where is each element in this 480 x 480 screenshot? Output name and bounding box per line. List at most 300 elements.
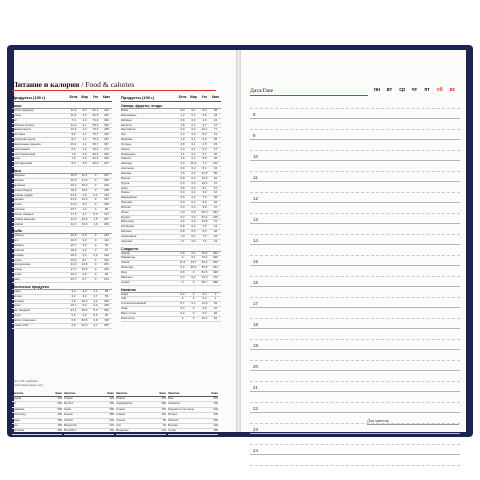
activity-name: Плавание: [12, 407, 25, 411]
product-name: Лук: [121, 133, 126, 137]
schedule-line[interactable]: [250, 235, 460, 246]
product-value: 0: [94, 267, 97, 272]
hour-label: 14: [253, 237, 258, 243]
product-value: 1,9: [82, 192, 87, 197]
schedule-line[interactable]: [250, 424, 460, 435]
schedule-line[interactable]: [250, 319, 460, 330]
product-value: 0: [94, 173, 97, 178]
table-row: [121, 317, 221, 322]
product-value: 99,7: [201, 279, 208, 284]
product-value: 1,2: [82, 137, 87, 142]
product-value: 42: [213, 306, 218, 311]
activity-name: Сон: [116, 424, 121, 428]
schedule-line[interactable]: [250, 151, 460, 162]
product-value: 16: [213, 190, 218, 195]
schedule-line[interactable]: [250, 361, 460, 372]
product-name: Киви: [121, 186, 128, 190]
schedule-line[interactable]: [250, 445, 460, 456]
product-value: 8,2: [202, 132, 207, 137]
product-value: 47: [213, 204, 218, 209]
product-value: 21,6: [81, 177, 88, 182]
schedule-line[interactable]: [250, 340, 460, 351]
schedule-line[interactable]: [250, 277, 460, 288]
product-value: 0,8: [180, 224, 185, 229]
product-value: 7,0: [71, 117, 76, 122]
product-value: 187: [104, 173, 109, 178]
product-name: Виноград: [121, 220, 134, 224]
section-heading: Молочные продукты: [12, 285, 112, 290]
weekday-2[interactable]: ср: [399, 87, 406, 93]
product-name: Свекла: [121, 157, 131, 161]
hour-label: 21: [253, 384, 258, 390]
product-value: 337: [104, 137, 109, 142]
product-name: Рис: [12, 118, 17, 122]
product-value: 2,0: [93, 303, 98, 308]
schedule-line[interactable]: [250, 98, 460, 109]
product-value: 246: [104, 267, 109, 272]
product-name: Куриная грудка: [12, 193, 33, 197]
product-name: Помидоры: [121, 152, 136, 156]
product-value: 82,5: [81, 317, 88, 322]
section-heading: Мясо: [12, 169, 112, 174]
product-value: 2,9: [82, 156, 87, 161]
product-name: Чай: [121, 297, 127, 301]
product-value: 7,4: [202, 161, 207, 166]
product-value: 1,1: [180, 151, 185, 156]
product-value: 42: [213, 156, 218, 161]
hour-label: 8: [253, 111, 256, 117]
activity-header-name: Занятие: [64, 391, 76, 395]
schedule-line[interactable]: [250, 203, 460, 214]
product-value: 0: [94, 272, 97, 277]
product-value: 38: [213, 195, 218, 200]
activity-name: Садоводство: [116, 402, 133, 406]
product-value: 266: [104, 221, 109, 226]
table-row: [12, 278, 112, 283]
header-c: Угл: [201, 95, 208, 99]
product-value: 0,7: [180, 301, 185, 306]
legend-note-line: Ккал в 100 г продукта: [12, 380, 38, 383]
product-value: 44: [213, 238, 218, 243]
product-value: 0,1: [191, 250, 196, 255]
product-name: Апельсин: [121, 167, 134, 171]
product-value: 0,8: [180, 250, 185, 255]
schedule-line[interactable]: [250, 371, 460, 382]
activity-kcal: 380: [109, 413, 114, 417]
product-name: Печень говяжья: [12, 212, 34, 216]
schedule-line[interactable]: [250, 245, 460, 256]
product-value: 0: [192, 270, 195, 274]
product-value: 0,6: [180, 219, 185, 224]
product-name: Сок апельсиновый: [121, 302, 147, 306]
product-value: 2,8: [71, 298, 76, 303]
schedule-line[interactable]: [250, 182, 460, 193]
product-value: 2,8: [71, 322, 76, 327]
activity-name: Коньки: [64, 413, 73, 417]
weekday-0[interactable]: пн: [374, 87, 381, 93]
product-value: 54: [213, 301, 218, 306]
product-value: 8,1: [82, 257, 87, 262]
schedule-line[interactable]: [250, 172, 460, 183]
product-value: 69: [104, 272, 109, 277]
product-value: 0: [181, 315, 184, 320]
product-value: 112: [104, 238, 109, 243]
product-name: Хлеб ржаной: [12, 147, 30, 151]
hour-label: 12: [253, 195, 258, 201]
schedule-line[interactable]: [250, 298, 460, 309]
header-product: Продукты (100 г): [121, 95, 155, 100]
product-value: 344: [104, 117, 109, 122]
product-value: 0,8: [180, 141, 185, 146]
product-name: Морковь: [121, 138, 133, 142]
schedule-line[interactable]: [250, 403, 460, 414]
product-value: 6,0: [180, 108, 185, 112]
product-value: 22,7: [70, 277, 77, 281]
product-name: Треска: [12, 273, 22, 277]
product-value: 3,0: [71, 288, 76, 293]
schedule-line[interactable]: [250, 287, 460, 298]
product-name: Огурцы: [121, 142, 132, 146]
product-value: 31,6: [70, 262, 77, 267]
product-value: 1,6: [93, 221, 98, 226]
product-value: 74,0: [92, 117, 99, 122]
product-name: Манная крупа: [12, 128, 31, 132]
product-value: 10,4: [201, 315, 208, 320]
product-value: 7,3: [202, 233, 207, 238]
product-value: 9,3: [71, 132, 76, 137]
header-p: Белк: [69, 95, 78, 99]
product-value: 3,0: [202, 190, 207, 195]
product-name: Йогурт: [12, 314, 22, 318]
product-value: 1,2: [82, 207, 87, 212]
notes-underline: [367, 424, 459, 425]
activity-column: [168, 390, 218, 435]
product-value: 2,2: [82, 247, 87, 252]
product-value: 8,5: [93, 313, 98, 318]
product-value: 0,3: [191, 180, 196, 185]
activity-kcal: 250: [213, 418, 218, 422]
product-name: Яблоки: [121, 205, 131, 209]
product-value: 19,7: [70, 207, 77, 212]
activity-kcal: 500: [57, 407, 62, 411]
product-value: 5,3: [82, 238, 87, 243]
product-value: 27: [213, 146, 218, 151]
product-value: 43: [213, 166, 218, 171]
product-value: 41: [213, 132, 218, 137]
schedule-line[interactable]: [250, 329, 460, 340]
product-name: Кофе: [121, 292, 129, 296]
product-value: 0,3: [202, 296, 207, 301]
product-value: 15,3: [81, 182, 88, 187]
schedule-line[interactable]: [250, 350, 460, 361]
product-value: 16,0: [70, 177, 77, 182]
product-value: 18,0: [70, 252, 77, 257]
schedule-line[interactable]: [250, 382, 460, 393]
product-value: 7,5: [202, 195, 207, 200]
product-name: Колбаса вареная: [12, 217, 36, 221]
product-value: 70,0: [201, 274, 208, 279]
product-value: 7,6: [202, 238, 207, 243]
product-name: Кролик: [12, 203, 22, 207]
product-value: 156: [104, 202, 109, 207]
product-value: 101: [104, 277, 109, 281]
product-value: 264: [213, 209, 218, 214]
table-header: [121, 95, 221, 102]
product-value: 3,3: [82, 108, 87, 112]
product-value: 113: [104, 192, 109, 197]
product-value: 1,8: [180, 122, 185, 127]
activity-kcal: 300: [161, 402, 166, 406]
product-value: 3,8: [82, 161, 87, 166]
product-value: 313: [104, 108, 109, 112]
product-value: 7,5: [202, 224, 207, 229]
activity-name: Бег: [12, 402, 17, 406]
activity-kcal: 280: [213, 429, 218, 433]
product-name: Молоко: [12, 294, 23, 298]
activity-column: [116, 390, 166, 435]
product-name: Сосиски: [12, 222, 24, 226]
title-underline: [12, 90, 216, 91]
product-value: 206: [104, 298, 109, 303]
header-k: Ккал: [211, 95, 220, 99]
product-value: 5,3: [93, 211, 98, 216]
product-value: 4,5: [202, 112, 207, 117]
header-f: Жир: [190, 95, 197, 99]
product-value: 10,3: [201, 180, 208, 185]
title-english: Food & calories: [85, 80, 135, 89]
product-value: 1,2: [82, 146, 87, 151]
product-value: 9,0: [82, 303, 87, 308]
product-value: 5,0: [71, 313, 76, 318]
product-name: Икра красная: [12, 263, 31, 267]
product-value: 3,7: [202, 151, 207, 156]
activity-kcal: 430: [109, 418, 114, 422]
product-value: 0: [94, 187, 97, 192]
product-value: 329: [213, 270, 218, 274]
section-heading: Каши: [12, 104, 112, 109]
product-value: 9,5: [202, 200, 207, 205]
product-name: Перец: [121, 147, 130, 151]
product-name: Масло сливочное: [12, 318, 36, 322]
product-value: 16,8: [201, 219, 208, 224]
product-value: 79,4: [201, 255, 208, 260]
product-value: 5,4: [180, 265, 185, 270]
schedule-line[interactable]: [250, 161, 460, 172]
activity-row: [168, 429, 218, 434]
product-value: 0,1: [191, 141, 196, 146]
product-value: 4,1: [93, 288, 98, 293]
product-value: 15,7: [70, 243, 77, 248]
product-value: 0: [181, 296, 184, 301]
product-value: 77: [213, 127, 218, 132]
activity-kcal: 200: [213, 424, 218, 428]
schedule-line[interactable]: [250, 214, 460, 225]
product-value: 9,8: [202, 204, 207, 209]
product-value: 337: [104, 141, 109, 146]
activity-name: Лыжи: [64, 407, 71, 411]
schedule-line[interactable]: [250, 256, 460, 267]
product-name: Курага: [121, 215, 130, 219]
activity-kcal: 400: [57, 413, 62, 417]
product-name: Камбала: [12, 244, 24, 248]
header-c: Угл: [92, 95, 99, 99]
product-name: Бобы: [121, 109, 129, 112]
product-value: 70,6: [92, 127, 99, 132]
header-f: Жир: [81, 95, 88, 99]
activity-column: [12, 390, 62, 435]
product-value: 6,1: [82, 122, 87, 127]
hour-label: 15: [253, 258, 258, 264]
product-value: 0: [94, 257, 97, 262]
product-value: 44: [213, 233, 218, 238]
schedule-line[interactable]: [250, 193, 460, 204]
product-name: Капуста: [121, 123, 132, 127]
product-value: 18,9: [70, 173, 77, 178]
product-value: 21,8: [201, 170, 208, 175]
header-k: Ккал: [102, 95, 111, 99]
product-name: Кефир: [12, 289, 21, 293]
product-value: 251: [104, 262, 109, 267]
product-value: 2,2: [82, 252, 87, 257]
activity-name: Футбол: [64, 402, 74, 406]
activity-kcal: 540: [213, 407, 218, 411]
weekday-1[interactable]: вт: [386, 87, 393, 93]
schedule-line[interactable]: [250, 130, 460, 141]
activity-kcal: 260: [109, 429, 114, 433]
product-value: 3,2: [82, 288, 87, 293]
product-name: Кукурузная крупа: [12, 138, 36, 142]
product-value: 17,7: [70, 267, 77, 272]
product-value: 0: [94, 202, 97, 207]
activity-name: Скакалка: [168, 402, 180, 406]
product-value: 0,5: [71, 317, 76, 322]
activity-kcal: 150: [161, 407, 166, 411]
section-heading: Овощи, фрукты, ягоды: [121, 104, 221, 109]
product-value: 3,7: [82, 211, 87, 216]
product-value: 20,0: [70, 257, 77, 262]
product-value: 51,0: [201, 214, 208, 219]
product-value: 8,1: [202, 185, 207, 190]
activity-row: [116, 429, 166, 434]
activity-name: Йога: [12, 424, 18, 428]
schedule-line[interactable]: [250, 434, 460, 445]
product-value: 8,3: [71, 161, 76, 166]
activity-name: Гольф: [168, 429, 176, 433]
hour-label: 11: [253, 174, 258, 180]
activity-name: Вождение: [116, 429, 129, 433]
product-value: 95: [213, 170, 218, 175]
product-value: 35: [213, 137, 218, 142]
schedule-line[interactable]: [250, 140, 460, 151]
product-name: Картофель: [121, 128, 136, 132]
product-value: 62,1: [92, 108, 99, 112]
hour-label: 24: [253, 447, 258, 453]
product-name: Кока-кола: [121, 316, 135, 320]
schedule-line[interactable]: [250, 308, 460, 319]
legend-note: [12, 380, 43, 387]
schedule-line[interactable]: [250, 392, 460, 403]
product-value: 0,8: [82, 151, 87, 156]
product-value: 0,9: [180, 200, 185, 205]
hour-label: 13: [253, 216, 258, 222]
product-name: Баклажаны: [121, 113, 137, 117]
product-value: 24: [213, 117, 218, 122]
product-value: 11,0: [70, 221, 77, 226]
activity-kcal: 140: [161, 429, 166, 433]
product-value: 262: [104, 156, 109, 161]
product-name: Лимон: [121, 191, 130, 195]
date-label[interactable]: Дата/Date: [250, 88, 274, 94]
product-value: 6,9: [202, 137, 207, 142]
product-value: 3,2: [71, 293, 76, 298]
hour-label: 18: [253, 321, 258, 327]
hour-label: 16: [253, 279, 258, 285]
product-value: 1,0: [180, 233, 185, 238]
product-value: 35,3: [190, 265, 197, 270]
product-name: Пиво: [121, 307, 128, 311]
product-value: 20,0: [190, 161, 197, 166]
schedule-line[interactable]: [250, 109, 460, 120]
weekday-4[interactable]: пт: [424, 87, 430, 93]
product-value: 1,1: [82, 141, 87, 146]
product-value: 174: [104, 146, 109, 151]
product-value: 1,5: [180, 156, 185, 161]
product-value: 748: [104, 317, 109, 322]
schedule-line[interactable]: [250, 224, 460, 235]
schedule-line[interactable]: [250, 119, 460, 130]
product-value: 24: [213, 112, 218, 117]
product-value: 0,2: [191, 166, 196, 171]
weekday-6[interactable]: вс: [449, 87, 456, 93]
activity-header: [168, 390, 218, 397]
product-value: 20,0: [81, 298, 88, 303]
table-row: [12, 162, 112, 167]
table-row: [121, 240, 221, 245]
product-value: 0: [181, 279, 184, 284]
product-value: 6,6: [71, 146, 76, 151]
product-name: Сыр твердый: [12, 309, 30, 313]
weekday-3[interactable]: чт: [411, 87, 418, 93]
hour-label: 22: [253, 405, 258, 411]
schedule-line[interactable]: [250, 266, 460, 277]
activity-header-kcal: Ккал: [107, 391, 114, 395]
product-name: Хлеб пшеничный: [12, 152, 36, 156]
product-value: 4,7: [202, 122, 207, 127]
weekday-5[interactable]: сб: [436, 87, 443, 93]
product-name: Креветки: [12, 248, 25, 252]
activity-kcal: 600: [57, 402, 62, 406]
product-value: 0,1: [191, 156, 196, 161]
product-value: 11,6: [179, 260, 186, 265]
activity-header-kcal: Ккал: [211, 391, 218, 395]
product-value: 238: [104, 187, 109, 192]
activity-header: [116, 390, 166, 397]
product-value: 0,5: [191, 229, 196, 234]
activity-header-kcal: Ккал: [55, 391, 62, 395]
product-value: 0,4: [93, 192, 98, 197]
schedule-line[interactable]: [250, 455, 460, 466]
product-value: 40,0: [92, 161, 99, 166]
product-value: 20,5: [70, 233, 77, 238]
product-value: 3,2: [82, 293, 87, 298]
schedule-line[interactable]: [250, 413, 460, 424]
product-value: 18,2: [70, 187, 77, 192]
product-value: 159: [104, 303, 109, 308]
product-value: 0: [94, 197, 97, 202]
product-value: 197: [104, 197, 109, 202]
product-value: 12,6: [70, 108, 77, 112]
product-value: 59: [104, 288, 109, 293]
